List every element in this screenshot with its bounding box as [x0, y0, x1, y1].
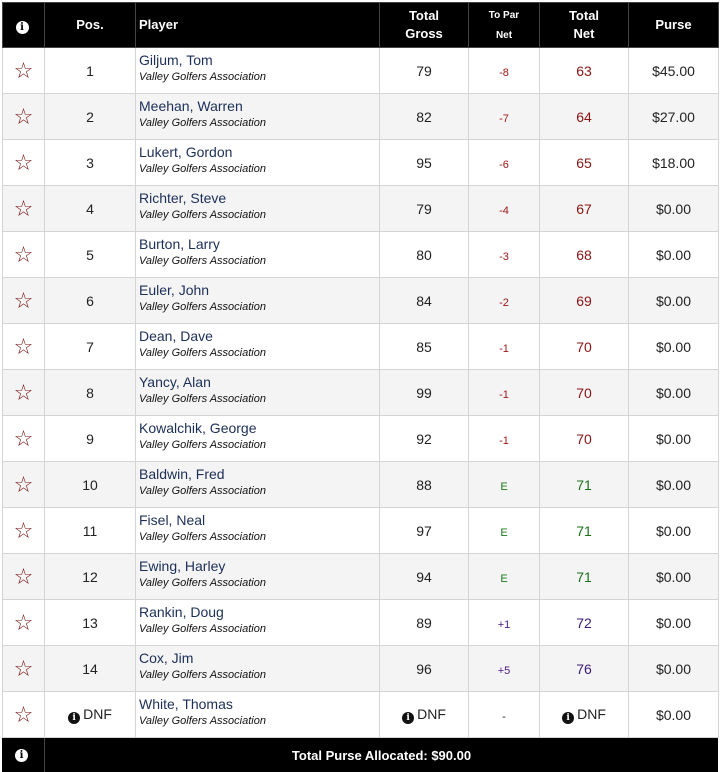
player-name[interactable]: Giljum, Tom	[139, 52, 213, 68]
player-association: Valley Golfers Association	[139, 163, 266, 175]
star-icon[interactable]: ☆	[13, 333, 34, 359]
player-cell	[136, 600, 380, 646]
star-icon[interactable]: ☆	[13, 517, 34, 543]
net-cell	[540, 140, 629, 186]
total-gross: 79	[416, 62, 432, 79]
player-cell	[136, 554, 380, 600]
purse-cell	[629, 370, 719, 416]
player-name[interactable]: Fisel, Neal	[139, 512, 206, 528]
position: 14	[82, 660, 98, 677]
purse-cell	[629, 600, 719, 646]
to-par-cell	[469, 232, 540, 278]
net-cell	[540, 94, 629, 140]
header-to-par-line1: To Par	[488, 10, 520, 21]
position: 9	[86, 430, 94, 447]
star-icon[interactable]: ☆	[13, 195, 34, 221]
net-cell	[540, 600, 629, 646]
total-net: 69	[576, 292, 592, 309]
to-par-net: -	[502, 710, 506, 723]
table-row	[3, 48, 719, 94]
star-icon[interactable]: ☆	[13, 471, 34, 497]
player-cell	[136, 48, 380, 94]
player-name[interactable]: White, Thomas	[139, 696, 233, 712]
to-par-cell	[469, 48, 540, 94]
to-par-cell	[469, 508, 540, 554]
gross-cell	[380, 370, 469, 416]
to-par-net: E	[500, 526, 508, 539]
net-cell	[540, 186, 629, 232]
player-association: Valley Golfers Association	[139, 347, 266, 359]
header-total-net-line2: Net	[573, 26, 595, 41]
table-row	[3, 370, 719, 416]
gross-cell	[380, 94, 469, 140]
star-icon[interactable]: ☆	[13, 379, 34, 405]
table-row	[3, 140, 719, 186]
favorite-cell[interactable]	[3, 508, 45, 554]
footer-bar	[2, 738, 718, 772]
header-total-net[interactable]	[540, 3, 629, 48]
player-name[interactable]: Cox, Jim	[139, 650, 194, 666]
star-icon[interactable]: ☆	[13, 701, 34, 727]
to-par-cell	[469, 462, 540, 508]
gross-cell	[380, 508, 469, 554]
to-par-cell	[469, 94, 540, 140]
player-name[interactable]: Yancy, Alan	[139, 374, 211, 390]
to-par-net: E	[500, 480, 508, 493]
net-cell	[540, 554, 629, 600]
total-gross: 94	[416, 568, 432, 585]
player-cell	[136, 278, 380, 324]
total-gross: 97	[416, 522, 432, 539]
player-name[interactable]: Richter, Steve	[139, 190, 227, 206]
position: 2	[86, 108, 94, 125]
to-par-net: -2	[499, 296, 509, 309]
to-par-cell	[469, 140, 540, 186]
player-name[interactable]: Rankin, Doug	[139, 604, 224, 620]
gross-cell	[380, 416, 469, 462]
total-gross: 95	[416, 154, 432, 171]
position: 12	[82, 568, 98, 585]
position-cell	[45, 416, 136, 462]
table-row	[3, 508, 719, 554]
gross-cell	[380, 186, 469, 232]
total-net: 71	[576, 568, 592, 585]
position-cell	[45, 48, 136, 94]
player-name[interactable]: Ewing, Harley	[139, 558, 226, 574]
gross-cell	[380, 140, 469, 186]
purse: $0.00	[655, 476, 692, 493]
purse: $0.00	[655, 568, 692, 585]
net-cell	[540, 324, 629, 370]
purse-cell	[629, 94, 719, 140]
purse-cell	[629, 462, 719, 508]
net-cell	[540, 370, 629, 416]
to-par-cell	[469, 278, 540, 324]
net-cell	[540, 646, 629, 692]
player-cell	[136, 508, 380, 554]
info-icon[interactable]: i	[402, 712, 414, 724]
position: 7	[86, 338, 94, 355]
player-association: Valley Golfers Association	[139, 71, 266, 83]
net-cell	[540, 416, 629, 462]
player-cell	[136, 232, 380, 278]
star-icon[interactable]: ☆	[13, 609, 34, 635]
table-row	[3, 94, 719, 140]
player-association: Valley Golfers Association	[139, 209, 266, 221]
total-gross: 80	[416, 246, 432, 263]
header-total-gross[interactable]	[380, 3, 469, 48]
purse-cell	[629, 186, 719, 232]
purse: $0.00	[655, 338, 692, 355]
player-name[interactable]: Meehan, Warren	[139, 98, 243, 114]
to-par-net: -4	[499, 204, 509, 217]
header-row	[3, 3, 719, 48]
to-par-net: +5	[497, 664, 511, 677]
header-player-label: Player	[139, 17, 179, 32]
star-icon[interactable]: ☆	[13, 563, 34, 589]
table-row	[3, 554, 719, 600]
player-association: Valley Golfers Association	[139, 485, 266, 497]
to-par-cell	[469, 600, 540, 646]
purse: $0.00	[655, 660, 692, 677]
to-par-cell	[469, 416, 540, 462]
gross-cell	[380, 600, 469, 646]
player-name[interactable]: Dean, Dave	[139, 328, 213, 344]
to-par-net: -1	[499, 342, 509, 355]
purse-cell	[629, 232, 719, 278]
favorite-cell[interactable]	[3, 186, 45, 232]
purse: $45.00	[652, 62, 695, 79]
star-icon[interactable]: ☆	[13, 241, 34, 267]
player-association: Valley Golfers Association	[139, 393, 266, 405]
player-association: Valley Golfers Association	[139, 255, 266, 267]
total-net: 71	[576, 522, 592, 539]
gross-cell	[380, 48, 469, 94]
gross-cell	[380, 278, 469, 324]
net-cell	[540, 278, 629, 324]
favorite-cell[interactable]	[3, 462, 45, 508]
player-association: Valley Golfers Association	[139, 531, 266, 543]
player-association: Valley Golfers Association	[139, 669, 266, 681]
header-to-par-line2: Net	[495, 30, 513, 41]
gross-cell	[380, 646, 469, 692]
footer-info[interactable]	[2, 738, 45, 772]
star-icon[interactable]: ☆	[13, 425, 34, 451]
purse-cell	[629, 554, 719, 600]
purse: $0.00	[655, 614, 692, 631]
player-cell	[136, 416, 380, 462]
total-gross: 85	[416, 338, 432, 355]
purse-cell	[629, 646, 719, 692]
purse: $0.00	[655, 292, 692, 309]
table-row	[3, 600, 719, 646]
favorite-cell[interactable]	[3, 646, 45, 692]
table-row	[3, 324, 719, 370]
purse-cell	[629, 48, 719, 94]
info-icon[interactable]: i	[15, 749, 28, 762]
position: 3	[86, 154, 94, 171]
to-par-net: +1	[497, 618, 511, 631]
player-name[interactable]: Burton, Larry	[139, 236, 220, 252]
net-cell	[540, 232, 629, 278]
header-to-par-net[interactable]	[469, 3, 540, 48]
player-association: Valley Golfers Association	[139, 301, 266, 313]
position-cell	[45, 600, 136, 646]
leaderboard-table	[2, 2, 719, 738]
total-net: 76	[576, 660, 592, 677]
total-net: 65	[576, 154, 592, 171]
position: 13	[82, 614, 98, 631]
player-name[interactable]: Lukert, Gordon	[139, 144, 233, 160]
gross-cell	[380, 462, 469, 508]
total-net: 70	[576, 430, 592, 447]
header-total-gross-line2: Gross	[405, 26, 443, 41]
favorite-cell[interactable]	[3, 48, 45, 94]
net-cell	[540, 508, 629, 554]
position-cell	[45, 554, 136, 600]
favorite-cell[interactable]	[3, 94, 45, 140]
net-cell	[540, 462, 629, 508]
position: 11	[82, 522, 98, 539]
header-purse[interactable]	[629, 3, 719, 48]
total-net: 64	[576, 108, 592, 125]
player-name[interactable]: Baldwin, Fred	[139, 466, 225, 482]
total-net: DNF	[577, 705, 606, 722]
total-net: 68	[576, 246, 592, 263]
player-cell	[136, 646, 380, 692]
player-association: Valley Golfers Association	[139, 117, 266, 129]
to-par-net: E	[500, 572, 508, 585]
purse-cell	[629, 416, 719, 462]
gross-cell	[380, 324, 469, 370]
total-gross: DNF	[417, 705, 446, 722]
to-par-cell	[469, 554, 540, 600]
position: DNF	[83, 705, 112, 722]
header-pos[interactable]	[45, 3, 136, 48]
position-cell	[45, 278, 136, 324]
player-cell	[136, 324, 380, 370]
info-icon[interactable]: i	[562, 712, 574, 724]
purse: $0.00	[655, 706, 692, 723]
favorite-cell[interactable]	[3, 600, 45, 646]
header-player[interactable]	[136, 3, 380, 48]
total-net: 67	[576, 200, 592, 217]
player-association: Valley Golfers Association	[139, 623, 266, 635]
favorite-cell[interactable]	[3, 232, 45, 278]
gross-cell	[380, 232, 469, 278]
header-total-net-line1: Total	[568, 8, 600, 23]
purse: $0.00	[655, 522, 692, 539]
table-row	[3, 232, 719, 278]
table-row	[3, 646, 719, 692]
position-cell	[45, 232, 136, 278]
total-net: 63	[576, 62, 592, 79]
position: 6	[86, 292, 94, 309]
table-row	[3, 278, 719, 324]
table-row	[3, 186, 719, 232]
total-gross: 79	[416, 200, 432, 217]
leaderboard	[2, 2, 718, 772]
info-icon[interactable]: i	[16, 21, 29, 34]
star-icon[interactable]: ☆	[13, 103, 34, 129]
position-cell	[45, 370, 136, 416]
header-purse-label: Purse	[655, 17, 692, 32]
player-name[interactable]: Kowalchik, George	[139, 420, 257, 436]
total-gross: 89	[416, 614, 432, 631]
to-par-cell	[469, 324, 540, 370]
total-gross: 88	[416, 476, 432, 493]
position-cell	[45, 462, 136, 508]
purse-cell	[629, 508, 719, 554]
to-par-cell	[469, 646, 540, 692]
total-gross: 84	[416, 292, 432, 309]
player-name[interactable]: Euler, John	[139, 282, 210, 298]
to-par-net: -1	[499, 434, 509, 447]
player-cell	[136, 140, 380, 186]
to-par-net: -6	[499, 158, 509, 171]
to-par-cell	[469, 186, 540, 232]
header-info[interactable]	[3, 3, 45, 48]
star-icon[interactable]: ☆	[13, 57, 34, 83]
to-par-net: -8	[499, 66, 509, 79]
total-net: 71	[576, 476, 592, 493]
total-gross: 99	[416, 384, 432, 401]
purse: $0.00	[655, 430, 692, 447]
position: 8	[86, 384, 94, 401]
total-net: 70	[576, 338, 592, 355]
favorite-cell[interactable]	[3, 554, 45, 600]
total-gross: 92	[416, 430, 432, 447]
purse-cell	[629, 324, 719, 370]
position-cell	[45, 646, 136, 692]
player-association: Valley Golfers Association	[139, 715, 266, 727]
position: 1	[86, 62, 94, 79]
favorite-cell[interactable]	[3, 278, 45, 324]
position: 10	[82, 476, 98, 493]
player-cell	[136, 94, 380, 140]
table-row	[3, 462, 719, 508]
total-net: 72	[576, 614, 592, 631]
total-net: 70	[576, 384, 592, 401]
star-icon[interactable]: ☆	[13, 655, 34, 681]
favorite-cell[interactable]	[3, 370, 45, 416]
info-icon[interactable]: i	[68, 712, 80, 724]
to-par-net: -7	[499, 112, 509, 125]
position: 4	[86, 200, 94, 217]
favorite-cell[interactable]	[3, 140, 45, 186]
favorite-cell[interactable]	[3, 416, 45, 462]
position-cell	[45, 508, 136, 554]
player-cell	[136, 370, 380, 416]
total-purse-label: Total Purse Allocated: $90.00	[291, 747, 472, 763]
to-par-net: -1	[499, 388, 509, 401]
purse: $0.00	[655, 384, 692, 401]
player-cell	[136, 186, 380, 232]
star-icon[interactable]: ☆	[13, 287, 34, 313]
to-par-cell	[469, 370, 540, 416]
position: 5	[86, 246, 94, 263]
position-cell	[45, 186, 136, 232]
purse: $27.00	[652, 108, 695, 125]
position-cell	[45, 324, 136, 370]
to-par-net: -3	[499, 250, 509, 263]
header-pos-label: Pos.	[76, 17, 104, 32]
header-total-gross-line1: Total	[408, 8, 440, 23]
purse: $18.00	[652, 154, 695, 171]
total-gross: 82	[416, 108, 432, 125]
player-association: Valley Golfers Association	[139, 577, 266, 589]
star-icon[interactable]: ☆	[13, 149, 34, 175]
table-row	[3, 416, 719, 462]
position-cell	[45, 140, 136, 186]
purse-cell	[629, 278, 719, 324]
purse: $0.00	[655, 246, 692, 263]
player-cell	[136, 462, 380, 508]
gross-cell	[380, 554, 469, 600]
net-cell	[540, 48, 629, 94]
total-gross: 96	[416, 660, 432, 677]
player-association: Valley Golfers Association	[139, 439, 266, 451]
purse: $0.00	[655, 200, 692, 217]
purse-cell	[629, 140, 719, 186]
favorite-cell[interactable]	[3, 324, 45, 370]
position-cell	[45, 94, 136, 140]
